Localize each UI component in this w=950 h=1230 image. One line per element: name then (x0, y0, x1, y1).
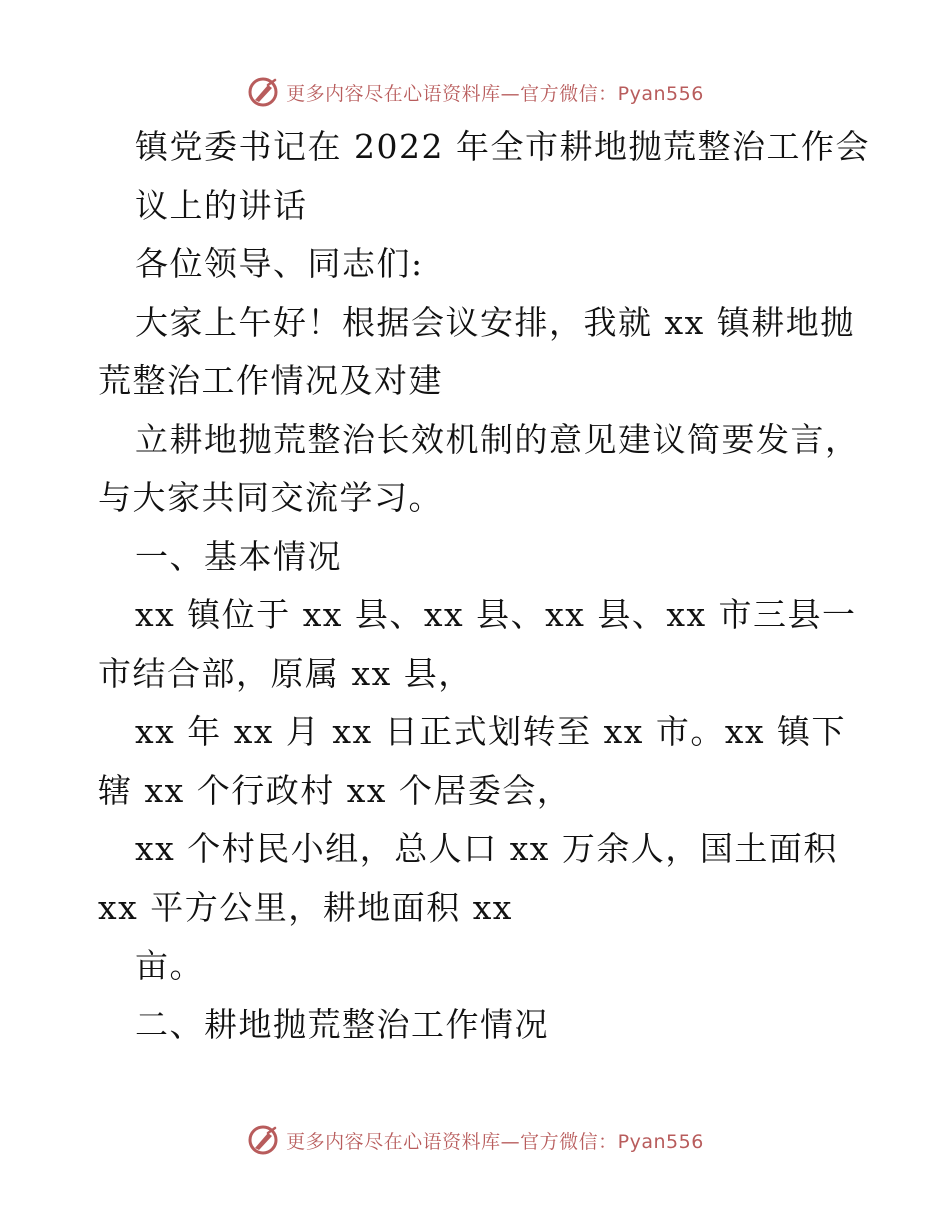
text-line: 市结合部，原属 xx 县， (98, 653, 473, 693)
text-line: 大家上午好！根据会议安排，我就 xx 镇耕地抛 (135, 302, 855, 342)
watermark-text: 更多内容尽在心语资料库—官方微信：Pyan556 (286, 1130, 704, 1153)
text-line: 二、耕地抛荒整治工作情况 (135, 1004, 549, 1044)
text-line: xx 镇位于 xx 县、xx 县、xx 县、xx 市三县一 (135, 595, 857, 634)
text-line: xx 年 xx 月 xx 日正式划转至 xx 市。xx 镇下 (135, 712, 847, 751)
document-body (98, 118, 868, 1054)
text-line: 与大家共同交流学习。 (98, 478, 443, 517)
text-line: 各位领导、同志们: (135, 244, 424, 283)
text-line: 议上的讲话 (135, 185, 308, 225)
text-line: 辖 xx 个行政村 xx 个居委会， (98, 770, 572, 810)
quill-logo-icon (246, 1123, 280, 1157)
quill-logo-icon (246, 75, 280, 109)
text-line: 亩。 (135, 946, 204, 985)
text-line: 镇党委书记在 2022 年全市耕地抛荒整治工作会 (135, 127, 870, 166)
text-line: xx 个村民小组，总人口 xx 万余人，国土面积 (135, 829, 838, 868)
header-watermark (0, 72, 950, 112)
text-line: 立耕地抛荒整治长效机制的意见建议简要发言， (135, 419, 860, 459)
text-line: 荒整治工作情况及对建 (98, 361, 443, 400)
watermark-text: 更多内容尽在心语资料库—官方微信：Pyan556 (286, 82, 704, 105)
text-line: xx 平方公里，耕地面积 xx (98, 887, 513, 927)
footer-watermark (0, 1120, 950, 1160)
text-line: 一、基本情况 (135, 536, 342, 576)
